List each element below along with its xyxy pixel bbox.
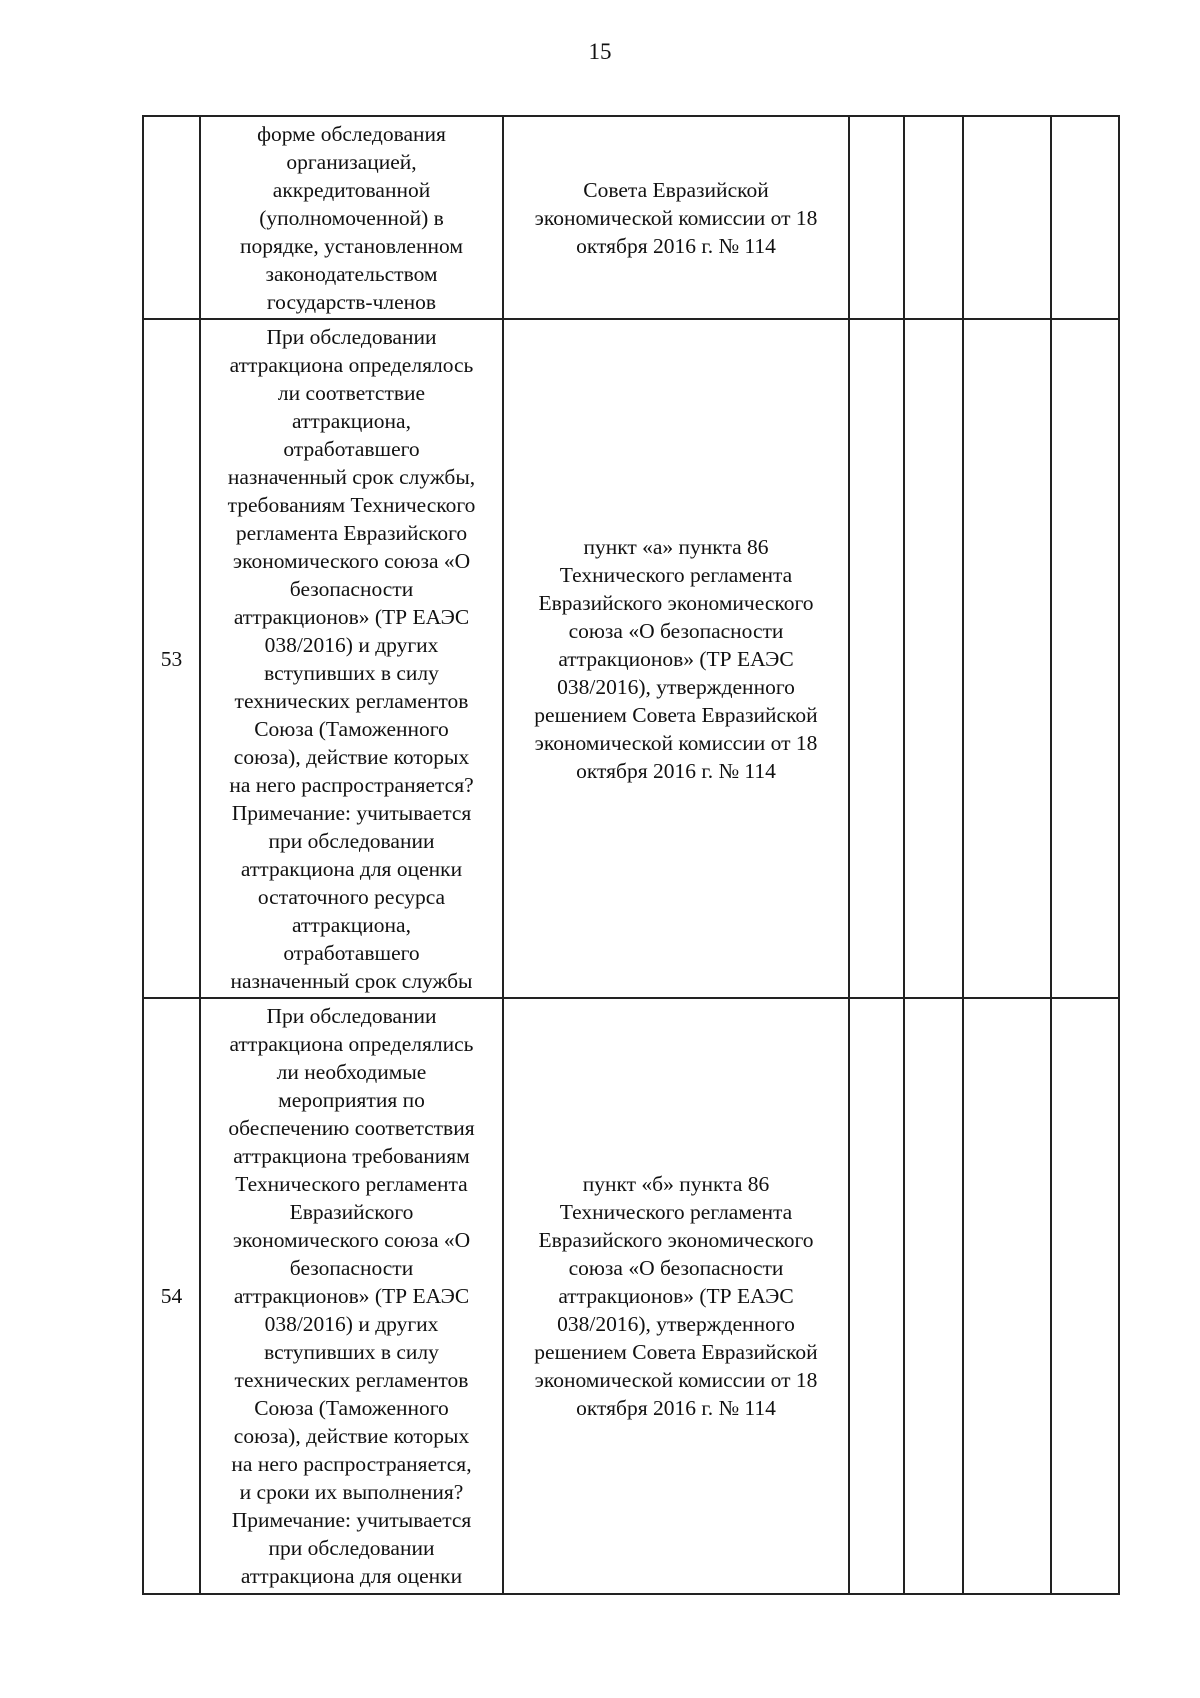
legal-reference-cell: пункт «б» пункта 86 Технического регламента Евразийского экономического союза «О безопасности аттракционов» (ТР ЕАЭС 038/2016), утвержденного решением Совета Евразийской экономической комиссии от 18 октября 2016 г. № 114	[503, 998, 849, 1594]
answer-cell	[849, 116, 904, 319]
answer-cell	[963, 998, 1051, 1594]
question-cell: форме обследования организацией, аккредитованной (уполномоченной) в порядке, установленном законодательством государств-членов	[200, 116, 503, 319]
answer-cell	[1051, 319, 1119, 998]
answer-cell	[904, 319, 963, 998]
legal-reference-cell: Совета Евразийской экономической комиссии от 18 октября 2016 г. № 114	[503, 116, 849, 319]
legal-reference-cell: пункт «а» пункта 86 Технического регламента Евразийского экономического союза «О безопасности аттракционов» (ТР ЕАЭС 038/2016), утвержденного решением Совета Евразийской экономической комиссии от 18 октября 2016 г. № 114	[503, 319, 849, 998]
answer-cell	[904, 998, 963, 1594]
item-number-cell: 54	[143, 998, 200, 1594]
answer-cell	[849, 319, 904, 998]
item-number-cell: 53	[143, 319, 200, 998]
question-cell: При обследовании аттракциона определялось ли соответствие аттракциона, отработавшего назначенный срок службы, требованиям Технического регламента Евразийского экономического союза «О безопасности аттракционов» (ТР ЕАЭС 038/2016) и других вступивших в силу технических регламентов Союза (Таможенного союза), действие которых на него распространяется? Примечание: учитывается при обследовании аттракциона для оценки остаточного ресурса аттракциона, отработавшего назначенный срок службы	[200, 319, 503, 998]
answer-cell	[849, 998, 904, 1594]
answer-cell	[963, 319, 1051, 998]
table-row	[143, 319, 1119, 998]
table-row	[143, 116, 1119, 319]
answer-cell	[904, 116, 963, 319]
item-number-cell	[143, 116, 200, 319]
table-row	[143, 998, 1119, 1594]
answer-cell	[1051, 116, 1119, 319]
answer-cell	[963, 116, 1051, 319]
question-cell: При обследовании аттракциона определялись ли необходимые мероприятия по обеспечению соответствия аттракциона требованиям Технического регламента Евразийского экономического союза «О безопасности аттракционов» (ТР ЕАЭС 038/2016) и других вступивших в силу технических регламентов Союза (Таможенного союза), действие которых на него распространяется, и сроки их выполнения? Примечание: учитывается при обследовании аттракциона для оценки	[200, 998, 503, 1594]
answer-cell	[1051, 998, 1119, 1594]
page-number: 15	[588, 39, 612, 64]
checklist-table	[142, 115, 1120, 1595]
